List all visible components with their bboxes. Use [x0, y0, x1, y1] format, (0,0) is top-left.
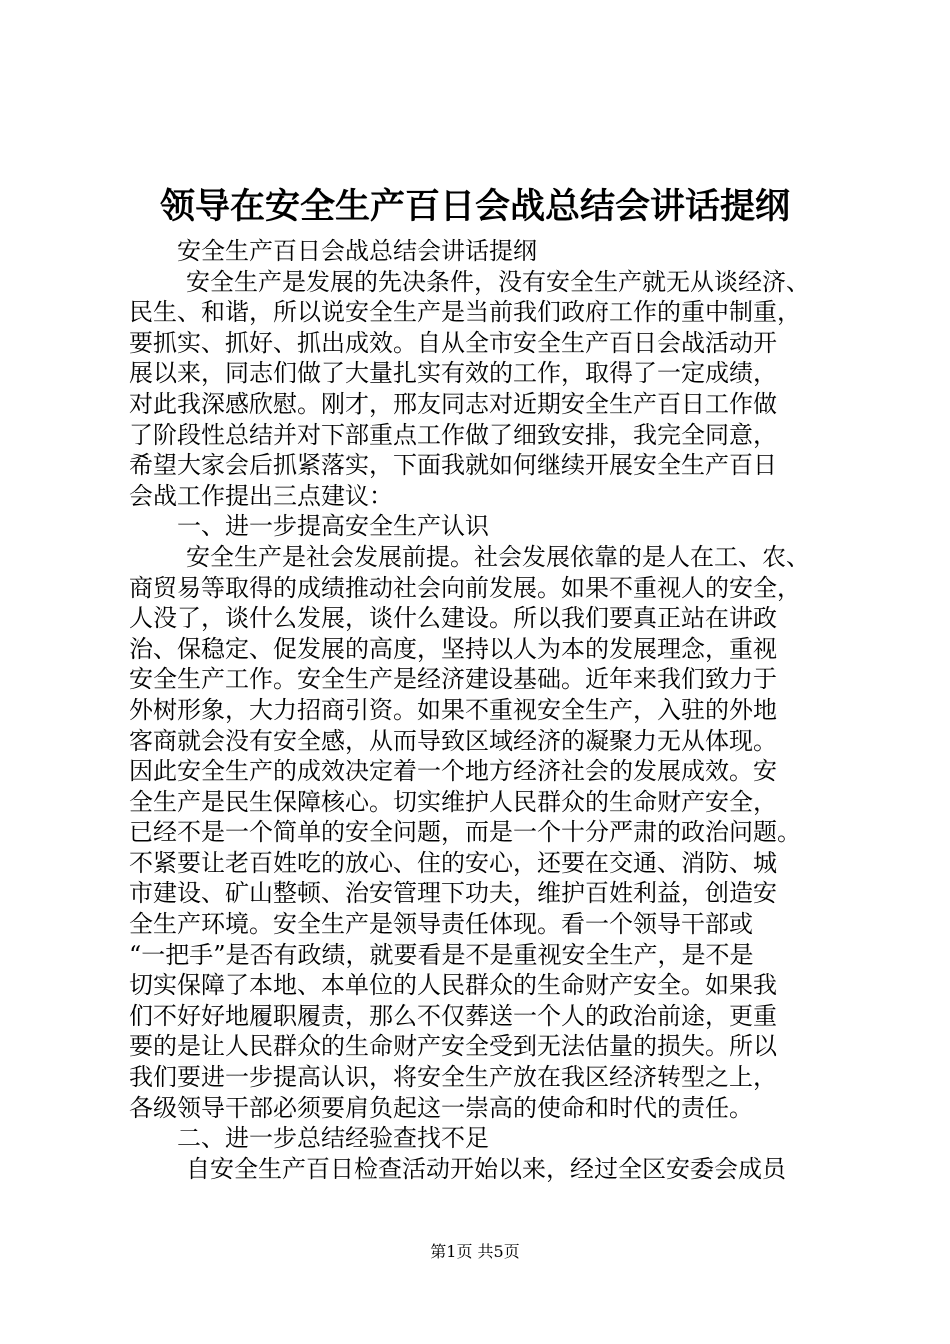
paragraph-line: 对此我深感欣慰。刚才，邢友同志对近期安全生产百日工作做	[129, 389, 777, 418]
paragraph-line: 安全生产是发展的先决条件，没有安全生产就无从谈经济、	[186, 267, 810, 296]
paragraph-line: 安全生产是社会发展前提。社会发展依靠的是人在工、农、	[186, 542, 810, 571]
section-heading-1: 一、进一步提高安全生产认识	[177, 512, 489, 541]
paragraph-line: 展以来，同志们做了大量扎实有效的工作，取得了一定成绩，	[129, 359, 777, 388]
page-footer: 第1页 共5页	[430, 1242, 520, 1261]
paragraph-line: 自安全生产百日检查活动开始以来，经过全区安委会成员	[186, 1154, 786, 1183]
paragraph-line: 全生产环境。安全生产是领导责任体现。看一个领导干部或	[129, 910, 753, 939]
paragraph-line: 市建设、矿山整顿、治安管理下功夫，维护百姓利益，创造安	[129, 879, 777, 908]
paragraph-line: 各级领导干部必须要肩负起这一崇高的使命和时代的责任。	[129, 1093, 753, 1122]
paragraph-line: 我们要进一步提高认识，将安全生产放在我区经济转型之上，	[129, 1063, 777, 1092]
paragraph-line: 不紧要让老百姓吃的放心、住的安心，还要在交通、消防、城	[129, 848, 777, 877]
paragraph-line: 人没了，谈什么发展，谈什么建设。所以我们要真正站在讲政	[129, 604, 777, 633]
paragraph-line: 因此安全生产的成效决定着一个地方经济社会的发展成效。安	[129, 757, 777, 786]
paragraph-line: 商贸易等取得的成绩推动社会向前发展。如果不重视人的安全，	[129, 573, 801, 602]
paragraph-line: 已经不是一个简单的安全问题，而是一个十分严肃的政治问题。	[129, 818, 801, 847]
paragraph-line: 要的是让人民群众的生命财产安全受到无法估量的损失。所以	[129, 1032, 777, 1061]
document-body	[129, 236, 851, 1184]
paragraph-line: 安全生产工作。安全生产是经济建设基础。近年来我们致力于	[129, 665, 777, 694]
paragraph-line: 要抓实、抓好、抓出成效。自从全市安全生产百日会战活动开	[129, 328, 777, 357]
paragraph-line: 治、保稳定、促发展的高度，坚持以人为本的发展理念，重视	[129, 634, 777, 663]
section-heading-2: 二、进一步总结经验查找不足	[177, 1124, 489, 1153]
subtitle-line: 安全生产百日会战总结会讲话提纲	[177, 237, 537, 265]
paragraph-line: 客商就会没有安全感，从而导致区域经济的凝聚力无从体现。	[129, 726, 777, 755]
paragraph-line: 会战工作提出三点建议：	[129, 481, 393, 510]
paragraph-line: 全生产是民生保障核心。切实维护人民群众的生命财产安全，	[129, 787, 777, 816]
paragraph-line: 们不好好地履职履责，那么不仅葬送一个人的政治前途，更重	[129, 1001, 777, 1030]
paragraph-line: 了阶段性总结并对下部重点工作做了细致安排，我完全同意，	[129, 420, 777, 449]
paragraph-line: 民生、和谐，所以说安全生产是当前我们政府工作的重中制重，	[129, 298, 801, 327]
paragraph-line: 外树形象，大力招商引资。如果不重视安全生产，入驻的外地	[129, 695, 777, 724]
paragraph-line: “一把手”是否有政绩，就要看是不是重视安全生产，是不是	[129, 940, 754, 969]
paragraph-line: 切实保障了本地、本单位的人民群众的生命财产安全。如果我	[129, 971, 777, 1000]
paragraph-line: 希望大家会后抓紧落实，下面我就如何继续开展安全生产百日	[129, 451, 777, 480]
document-title: 领导在安全生产百日会战总结会讲话提纲	[159, 186, 790, 227]
